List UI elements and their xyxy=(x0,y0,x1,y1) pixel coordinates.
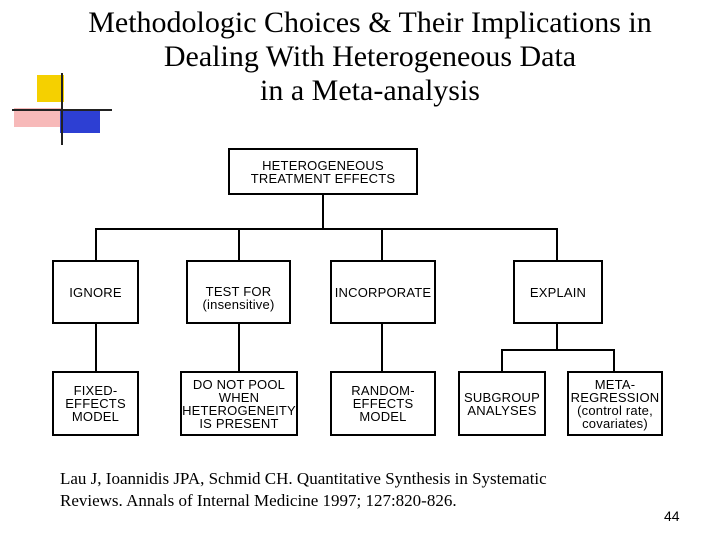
page-number: 44 xyxy=(664,508,680,524)
node-label-line: TEST FOR xyxy=(205,284,272,299)
node-test-for xyxy=(186,260,291,324)
node-label-line: SUBGROUP xyxy=(463,389,540,405)
connector-to-explain xyxy=(556,228,558,261)
node-label-line: IS PRESENT xyxy=(199,415,279,431)
slide-title xyxy=(20,6,720,108)
decorative-horizontal-line xyxy=(12,109,112,111)
connector-to-incorporate xyxy=(381,228,383,261)
title-line-3: in a Meta-analysis xyxy=(260,74,480,107)
node-label-line: ANALYSES xyxy=(467,402,537,418)
node-label-line: META- xyxy=(594,376,636,392)
connector-to-meta-regression xyxy=(613,349,615,372)
node-heterogeneous-treatment-effects xyxy=(228,148,418,195)
node-meta-regression xyxy=(567,371,663,436)
connector-to-subgroup xyxy=(501,349,503,372)
node-label-line: EFFECTS xyxy=(352,396,414,411)
connector-root-down xyxy=(322,193,324,229)
node-do-not-pool xyxy=(180,371,298,436)
title-line-2: Dealing With Heterogeneous Data xyxy=(163,40,577,73)
connector-incorporate-random xyxy=(381,323,383,372)
node-label-line: EFFECTS xyxy=(65,396,126,411)
node-incorporate xyxy=(330,260,436,324)
connector-level3-bus xyxy=(501,349,615,351)
node-label-line: TREATMENT EFFECTS xyxy=(250,170,396,186)
connector-test-donotpool xyxy=(238,323,240,372)
node-label-line: (control rate, xyxy=(577,402,653,418)
node-explain xyxy=(513,260,603,324)
node-label-line: DO NOT POOL xyxy=(192,376,286,392)
node-label-line: MODEL xyxy=(359,409,407,424)
node-label-line: INCORPORATE xyxy=(334,284,432,300)
node-subgroup-analyses xyxy=(458,371,546,436)
node-label-line: RANDOM- xyxy=(351,383,415,398)
node-label-line: WHEN xyxy=(218,389,260,405)
connector-ignore-fixed xyxy=(95,323,97,372)
node-label-line: HETEROGENEITY xyxy=(182,402,296,418)
citation xyxy=(60,468,660,512)
node-fixed-effects-model xyxy=(52,371,139,436)
node-label-line: covariates) xyxy=(582,415,648,431)
citation-line-2: Reviews. Annals of Internal Medicine 1997; 127:820-826. xyxy=(60,491,457,510)
node-label-line: REGRESSION xyxy=(570,389,660,405)
title-line-1: Methodologic Choices & Their Implications in xyxy=(88,6,652,39)
connector-to-ignore xyxy=(95,228,97,261)
connector-level1-bus xyxy=(95,228,558,230)
node-label-line: MODEL xyxy=(71,409,120,424)
connector-explain-down xyxy=(556,323,558,350)
node-label-line: FIXED- xyxy=(73,383,118,398)
node-random-effects-model xyxy=(330,371,436,436)
node-label-line: (insensitive) xyxy=(202,297,275,312)
node-ignore xyxy=(52,260,139,324)
connector-to-test-for xyxy=(238,228,240,261)
node-label-line: HETEROGENEOUS xyxy=(262,157,384,173)
node-label-line: EXPLAIN xyxy=(529,284,587,300)
node-label-line: IGNORE xyxy=(69,284,122,300)
citation-line-1: Lau J, Ioannidis JPA, Schmid CH. Quantitative Synthesis in Systematic xyxy=(60,469,547,488)
decorative-blue-square xyxy=(60,110,100,133)
